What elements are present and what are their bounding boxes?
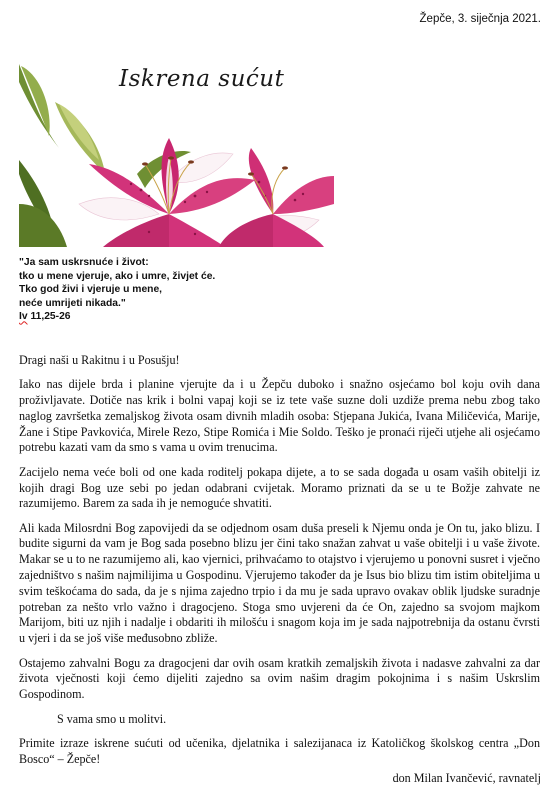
letter-signature: don Milan Ivančević, ravnatelj bbox=[392, 771, 541, 785]
letter-closing: Primite izraze iskrene sućuti od učenika, djelatnika i salezijanaca iz Katoličkog školskog centra „Don Bosco“ – Žepče! bbox=[19, 736, 540, 767]
letter-paragraph: Iako nas dijele brda i planine vjerujte da i u Žepču duboko i snažno osjećamo bol koju ovih dana proživljavate. Dotiče nas krik i bolni vapaj koji se iz tete vaše suzne doli uzdiže prema nebu zbog tako naglog završetka zemaljskog života osam divnih mladih osoba: Stjepana Jukića, Ivana Miličevića, Marije, Žane i Stipe Pavkovića, Mirele Rezo, Stipe Romića i Mie Soldo. Teško je pronaći riječi utjehe ali osjećamo potrebu kazati vam da smo s vama u ovim trenucima. bbox=[19, 377, 540, 455]
letter-date: Žepče, 3. siječnja 2021. bbox=[419, 13, 541, 25]
banner-title: Iskrena sućut bbox=[119, 66, 285, 92]
letter-greeting: Dragi naši u Rakitnu i u Posušju! bbox=[19, 353, 180, 367]
letter-paragraph: Ali kada Milosrdni Bog zapovijedi da se odjednom osam duša preseli k Njemu onda je On tu, jako blizu. I budite sigurni da vam je Bog sada posebno blizu jer čini tako snažan zahvat u vaše obitelji i u vaše živote. Makar se u to ne razumijemo ali, kao vjernici, prihvaćamo to otajstvo i vjerujemo u ponovni susret i vječno zajedništvo s našim najmilijima u Gospodinu. Vjerujemo također da je Isus bio blizu tim istim obiteljima u svim teškoćama do sada, da je s njima zajedno trpio i da mu je sada upravo ovakav oblik ljudske suradnje potreban za nešto vrlo važno i dragocjeno. Stoga smo uvjereni da će On, zajedno sa svojom majkom Marijom, biti uz njih i nadalje i obdariti ih milošću i snagom koja im je sada najpotrebnija da ostanu čvrsti u vjeri i da se još više međusobno zbliže. bbox=[19, 520, 540, 646]
verse-line: tko u mene vjeruje, ako i umre, živjet će. bbox=[19, 270, 216, 282]
condolence-banner bbox=[19, 64, 334, 247]
letter-paragraph: Ostajemo zahvalni Bogu za dragocjeni dar ovih osam kratkih zemaljskih života i nadasve zahvalni za dar života vječnosti koji ćemo dijeliti zajedno sa ovim našim dragim pokojnima i s našim Uskrslim Gospodinom. bbox=[19, 655, 540, 702]
verse-reference-chapter: 11,25-26 bbox=[27, 311, 71, 323]
verse-line: neće umrijeti nikada." bbox=[19, 297, 126, 309]
verse-reference-book: Iv bbox=[19, 311, 28, 323]
letter-paragraph: Zacijelo nema veće boli od one kada roditelj pokapa dijete, a to se sada događa u osam vaših obitelji iz kojih dragi Bog uze sebi po jedan odabrani cvijetak. Moramo priznati da se u te Božje zahvate ne razumijemo. Barem za sada ih je nemoguće shvatiti. bbox=[19, 464, 540, 511]
letter-body bbox=[19, 353, 540, 776]
prayer-line: S vama smo u molitvi. bbox=[57, 711, 167, 726]
bible-verse bbox=[19, 256, 215, 324]
verse-line: Tko god živi i vjeruje u mene, bbox=[19, 284, 163, 296]
verse-line: "Ja sam uskrsnuće i život: bbox=[19, 257, 149, 268]
verse-reference bbox=[19, 310, 215, 324]
